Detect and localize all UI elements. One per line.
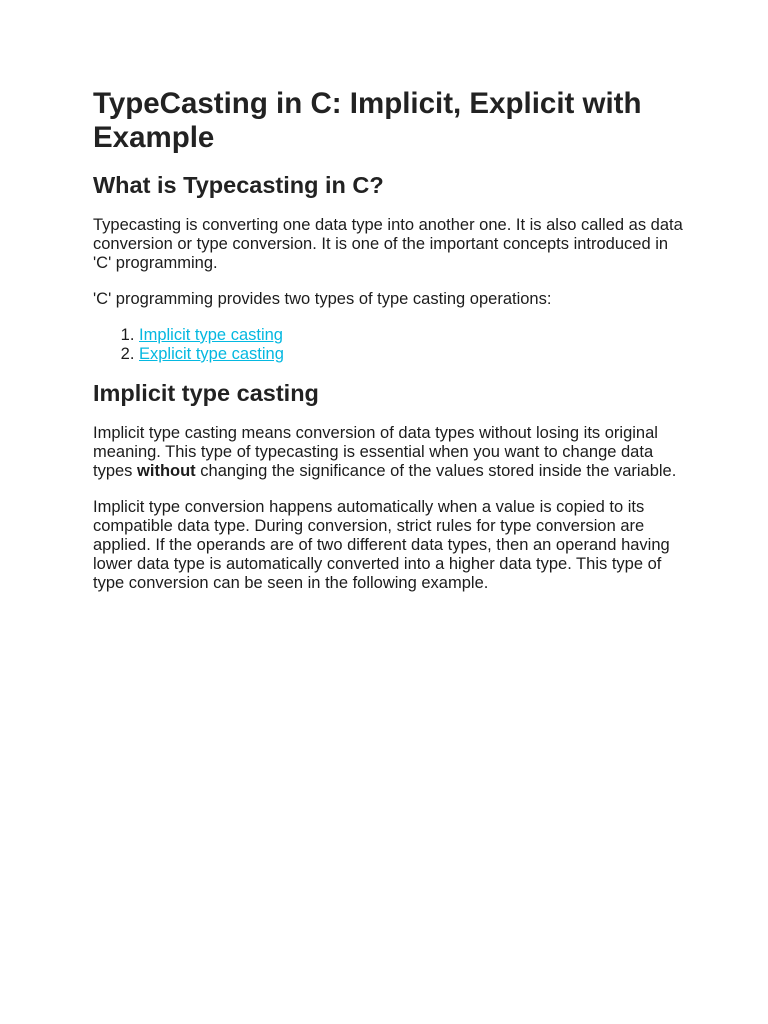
list-item [139,345,683,364]
emphasis-without: without [137,462,196,480]
document-page [93,87,683,593]
page-title: TypeCasting in C: Implicit, Explicit with Example [93,87,642,154]
implicit-definition-text: Implicit type casting means conversion of data types without losing its original meaning. This type of typecasting is essential when you want to change data types [93,424,658,480]
typecasting-types-list [93,326,683,364]
implicit-type-casting-link[interactable]: Implicit type casting [139,326,283,344]
explicit-type-casting-link[interactable]: Explicit type casting [139,345,284,363]
types-intro-paragraph: 'C' programming provides two types of type casting operations: [93,290,552,308]
section-heading-what-is-typecasting: What is Typecasting in C? [93,172,384,198]
implicit-conversion-paragraph: Implicit type conversion happens automatically when a value is copied to its compatible data type. During conversion, strict rules for type conversion are applied. If the operands are of two different data types, then an operand having lower data type is automatically converted into a higher data type. This type of type conversion can be seen in the following example. [93,498,670,592]
intro-paragraph: Typecasting is converting one data type into another one. It is also called as data conversion or type conversion. It is one of the important concepts introduced in 'C' programming. [93,216,683,272]
implicit-definition-paragraph [93,424,683,481]
list-item [139,326,683,345]
section-heading-implicit-type-casting: Implicit type casting [93,380,319,406]
implicit-definition-text-end: changing the significance of the values stored inside the variable. [195,462,677,480]
